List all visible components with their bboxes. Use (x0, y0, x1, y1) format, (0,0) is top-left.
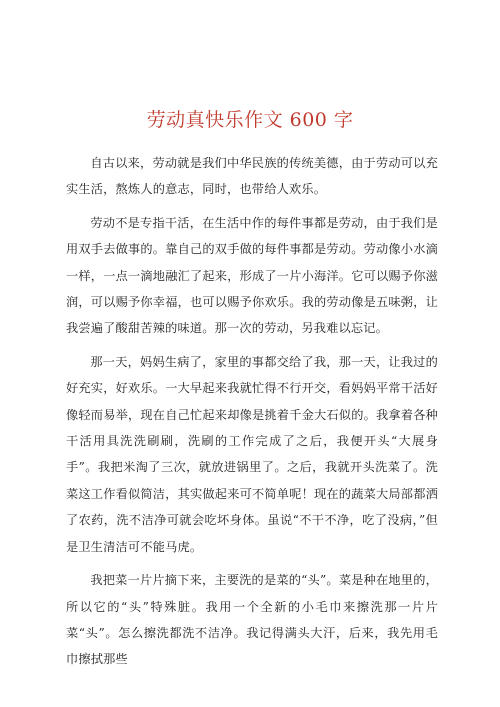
paragraph-3: 那一天，妈妈生病了，家里的事都交给了我，那一天，让我过的好充实，好欢乐。一大早起来我就忙得不行开交，看妈妈平常干活好像轻而易举，现在自己忙起来却像是挑着千金大石似的。我拿着各种干活用具洗洗刷刷，洗刷的工作完成了之后，我便开头“大展身手”。我把米淘了三次，就放进锅里了。之后，我就开头洗菜了。洗菜这工作看似简洁，其实做起来可不简单呢！现在的蔬菜大局部都洒了农药，洗不洁净可就会吃坏身体。虽说“不干不净，吃了没病，”但是卫生清洁可不能马虎。 (66, 354, 438, 554)
paragraph-2: 劳动不是专指干活，在生活中作的每件事都是劳动，由于我们是用双手去做事的。靠自己的双手做的每件事都是劳动。劳动像小水滴一样，一点一滴地融汇了起来，形成了一片小海洋。它可以赐予你滋润，可以赐予你幸福，也可以赐予你欢乐。我的劳动像是五味粥，让我尝遍了酸甜苦辣的味道。那一次的劳动，另我难以忘记。 (66, 215, 438, 336)
document-body (66, 150, 438, 680)
paragraph-4: 我把菜一片片摘下来，主要洗的是菜的“头”。菜是种在地里的，所以它的“头”特殊脏。我用一个全新的小毛巾来擦洗那一片片菜“头”。怎么擦洗都洗不洁净。我记得满头大汗，后来，我先用毛巾擦拭那些 (66, 573, 438, 667)
document-title: 劳动真快乐作文 600 字 (146, 109, 354, 131)
paragraph-1: 自古以来，劳动就是我们中华民族的传统美德，由于劳动可以充实生活，熬炼人的意志，同时，也带给人欢乐。 (66, 156, 438, 197)
